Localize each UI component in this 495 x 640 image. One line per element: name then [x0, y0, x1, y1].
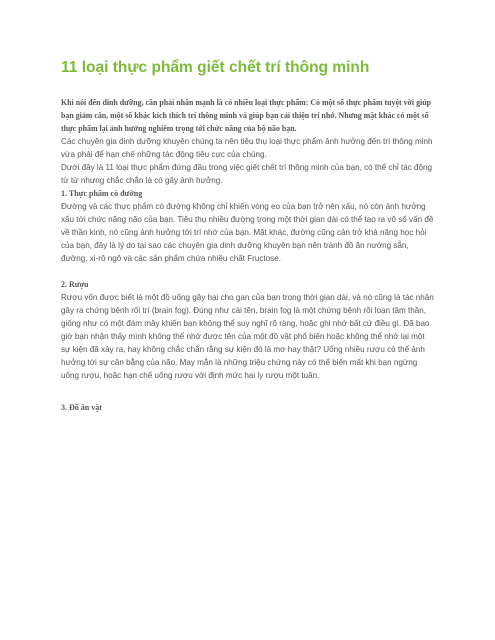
- section-spacer: [61, 382, 436, 401]
- section-heading-3: 3. Đồ ăn vặt: [61, 403, 102, 412]
- lead-paragraph: Khi nói đến dinh dưỡng, cần phải nhấn mạnh là có nhiều loại thực phẩm: Có một số thực phẩm tuyệt vời giúp bạn giảm cân, một số khác kích thích trí thông minh và giúp bạn cải thiện trí nhớ. Nhưng mặt khác có một số thực phẩm lại ảnh hưởng nghiêm trọng tới chức năng của bộ não bạn.: [61, 98, 431, 133]
- section-body-1: Đường và các thực phẩm có đường không chỉ khiến vòng eo của bạn trở nên xấu, nó còn ảnh hưởng xấu tới chức năng não của bạn. Tiêu thụ nhiều đường trong một thời gian dài có thể tạo ra vô số vấn đề về thần kinh, nó cũng ảnh hưởng tới trí nhớ của bạn. Mặt khác, đường cũng cản trở khả năng học hỏi của bạn, đây là lý do tại sao các chuyên gia dinh dưỡng khuyên bạn nên tránh đồ ăn nướng sẵn, đường, xi-rô ngô và các sản phẩm chứa nhiều chất Fructose.: [61, 202, 434, 263]
- section-body-2: Rượu vốn được biết là một đồ uống gây hại cho gan của bạn trong thời gian dài, và nó cũng là tác nhân gây ra chứng bệnh rối trí (brain fog). Đúng như cái tên, brain fog là một chứng bệnh rối loạn tâm thần, giống như có một đám mây khiến bạn không thể suy nghĩ rõ ràng, hoặc ghi nhớ bất cứ điều gì. Đã bao giờ bạn nhận thấy mình không thể nhớ được tên của một đồ vật phổ biến hoặc không thể nhớ lại một sự kiện đã xảy ra, hay không chắc chắn rằng sự kiện đó là mơ hay thật? Uống nhiều rượu có thể ảnh hưởng tới sự cân bằng của não. May mắn là những triệu chứng này có thể biến mất khi bạn ngừng uống rượu, hoặc hạn chế uống rượu với định mức hai ly rượu một tuần.: [61, 293, 434, 380]
- section-spacer: [61, 265, 436, 278]
- section-heading-2: 2. Rượu: [61, 280, 89, 289]
- intro-paragraph-1: Các chuyên gia dinh dưỡng khuyên chúng ta nên tiêu thụ loại thực phẩm ảnh hưởng đến trí thông minh vừa phải để hạn chế những tác động tiêu cực của chúng.: [61, 137, 433, 159]
- document-title: 11 loại thực phẩm giết chết trí thông minh: [61, 59, 370, 76]
- section-heading-1: 1. Thực phẩm có đường: [61, 189, 143, 198]
- intro-paragraph-2: Dưới đây là 11 loại thực phẩm đứng đầu trong việc giết chết trí thông minh của bạn, có thể chỉ tác động từ từ nhưng chắc chắn là có gây ảnh hưởng.: [61, 163, 433, 185]
